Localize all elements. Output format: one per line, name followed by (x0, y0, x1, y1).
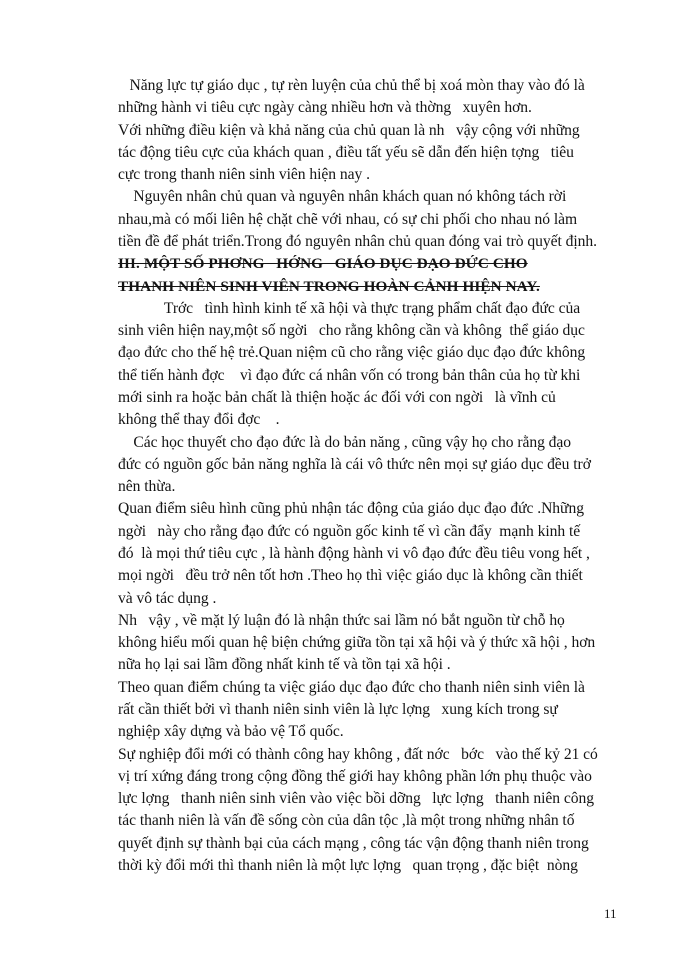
text-line: không thể thay đổi đợc . (118, 411, 280, 429)
text-line: tác động tiêu cực của khách quan , điều tất yếu sẽ dẫn đến hiện tợng tiêu (118, 143, 574, 161)
section-heading: III. MỘT SỐ PHƠNG HỚNG GIÁO DỤC ĐẠO ĐỨC CHO (118, 255, 528, 273)
text-line: nghiệp xây dựng và bảo vệ Tổ quốc. (118, 723, 344, 741)
text-line: Quan điểm siêu hình cũng phủ nhận tác động của giáo dục đạo đức .Những (118, 500, 584, 518)
text-line: nên thừa. (118, 478, 176, 496)
text-line: lực lợng thanh niên sinh viên vào việc bồi dỡng lực lợng thanh niên công (118, 790, 595, 808)
text-line: tác thanh niên là vấn đề sống còn của dân tộc ,là một trong những nhân tố (118, 812, 575, 830)
text-line: Trớc tình hình kinh tế xã hội và thực trạng phẩm chất đạo đức của (118, 299, 581, 317)
text-line: không hiểu mối quan hệ biện chứng giữa tồn tại xã hội và ý thức xã hội , hơn (118, 634, 596, 652)
text-line: thời kỳ đổi mới thì thanh niên là một lực lợng quan trọng , đặc biệt nòng (118, 857, 578, 874)
text-line: Nguyên nhân chủ quan và nguyên nhân khách quan nó không tách rời (118, 188, 567, 206)
text-line: sinh viên hiện nay,một số ngời cho rằng không cần và không thể giáo dục (118, 322, 585, 340)
text-line: vị trí xứng đáng trong cộng đồng thế giới hay không phần lớn phụ thuộc vào (118, 767, 592, 785)
text-line: Với những điều kiện và khả năng của chủ quan là nh vậy cộng với những (118, 121, 580, 139)
text-line: quyết định sự thành bại của cách mạng , công tác vận động thanh niên trong (118, 834, 589, 852)
page-number: 11 (604, 906, 617, 921)
section-heading: THANH NIÊN SINH VIÊN TRONG HOÀN CẢNH HIỆN NAY. (118, 277, 540, 295)
text-line: và vô tác dụng . (118, 589, 217, 607)
text-line: Năng lực tự giáo dục , tự rèn luyện của chủ thể bị xoá mòn thay vào đó là (118, 77, 585, 94)
text-line: Nh vậy , về mặt lý luận đó là nhận thức sai lầm nó bắt nguồn từ chỗ họ (118, 611, 565, 629)
text-line: nhau,mà có mối liên hệ chặt chẽ với nhau, có sự chi phối cho nhau nó làm (118, 210, 578, 228)
text-line: mới sinh ra hoặc bản chất là thiện hoặc ác đối với con ngời là vĩnh củ (118, 389, 556, 406)
text-line: Sự nghiệp đổi mới có thành công hay không , đất nớc bớc vào thế kỷ 21 có (118, 745, 598, 763)
text-line: Các học thuyết cho đạo đức là do bản năng , cũng vậy họ cho rằng đạo (118, 433, 572, 451)
text-line: đạo đức cho thế hệ trẻ.Quan niệm cũ cho rằng việc giáo dục đạo đức không (118, 344, 586, 362)
text-line: đó là mọi thứ tiêu cực , là hành động hành vi vô đạo đức đều tiêu vong hết , (118, 545, 590, 562)
text-line: những hành vi tiêu cực ngày càng nhiều hơn và thờng xuyên hơn. (118, 99, 532, 117)
text-line: thể tiến hành đợc vì đạo đức cá nhân vốn có trong bản thân của họ từ khi (118, 366, 581, 384)
text-line: nữa họ lại sai lầm đồng nhất kinh tế và tồn tại xã hội . (118, 656, 451, 674)
text-line: mọi ngời đều trở nên tốt hơn .Theo họ thì việc giáo dục là không cần thiết (118, 567, 583, 585)
text-line: ngời này cho rằng đạo đức có nguồn gốc kinh tế vì cần đẩy mạnh kinh tế (118, 522, 581, 540)
text-line: tiền đề để phát triển.Trong đó nguyên nhân chủ quan đóng vai trò quyết định. (118, 233, 597, 250)
text-line: Theo quan điểm chúng ta việc giáo dục đạo đức cho thanh niên sinh viên là (118, 678, 585, 696)
text-line: đức có nguồn gốc bản năng nghĩa là cái vô thức nên mọi sự giáo dục đều trở (118, 455, 591, 473)
text-line: rất cần thiết bởi vì thanh niên sinh viên là lực lợng xung kích trong sự (118, 701, 558, 718)
text-line: cực trong thanh niên sinh viên hiện nay . (118, 166, 370, 184)
